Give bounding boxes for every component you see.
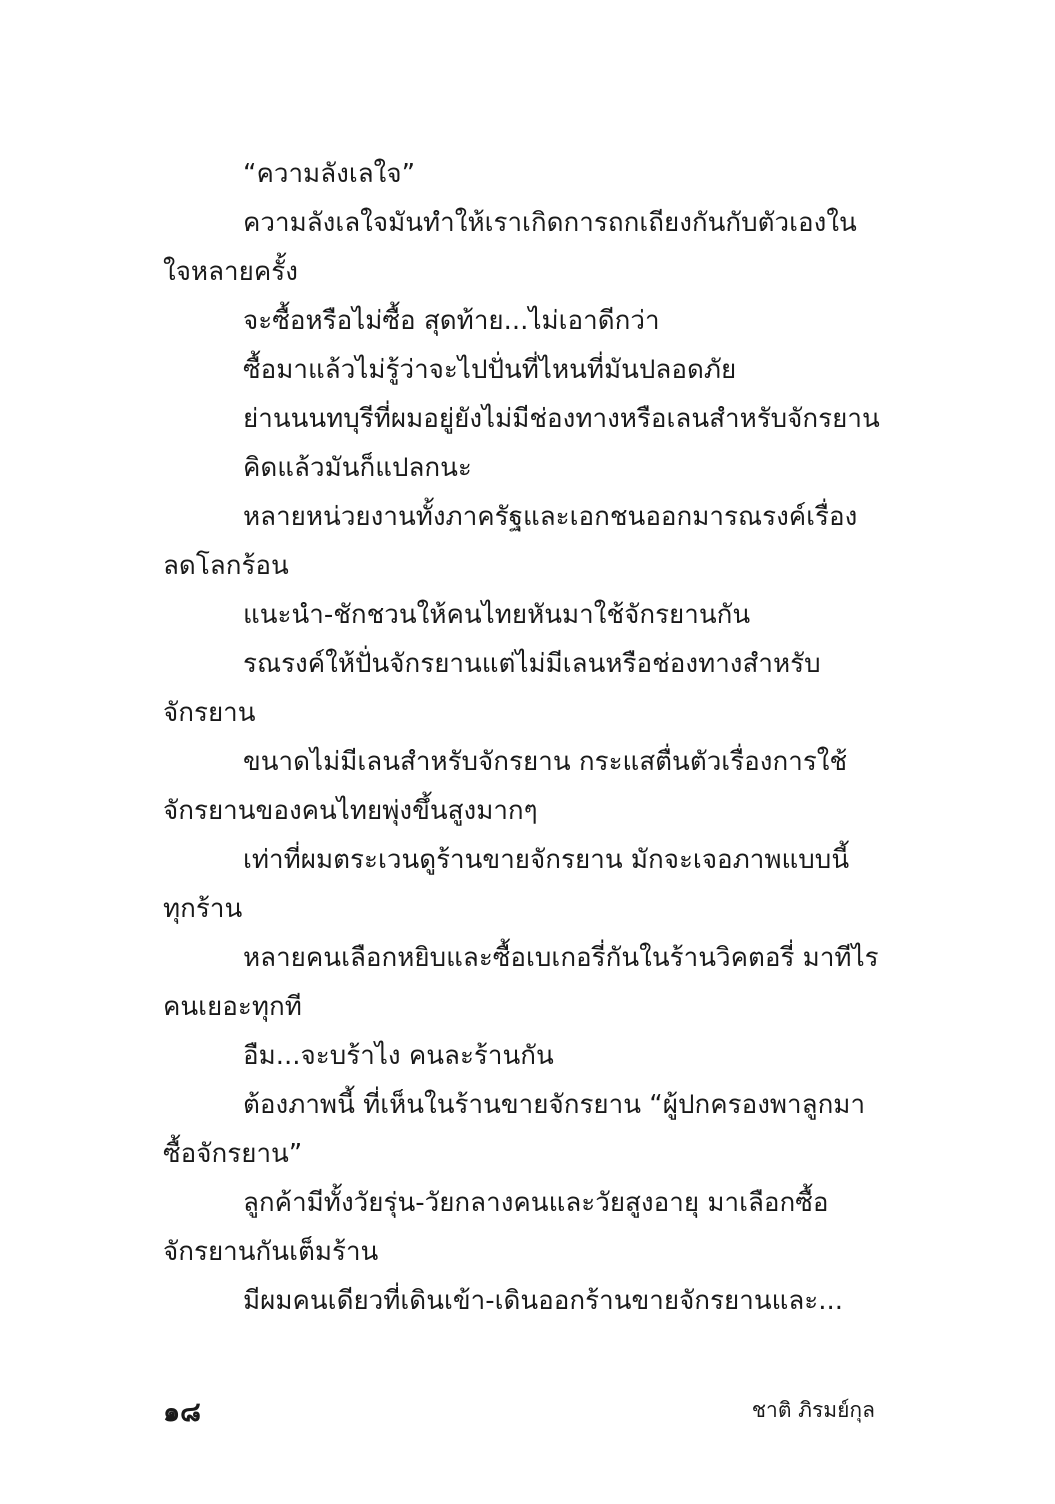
paragraph-line: ขนาดไม่มีเลนสำหรับจักรยาน กระแสตื่นตัวเรื่องการใช้ [243,747,848,777]
paragraph-line: ความลังเลใจมันทำให้เราเกิดการถกเถียงกันกับตัวเองใน [243,208,857,238]
paragraph-line: เท่าที่ผมตระเวนดูร้านขายจักรยาน มักจะเจอภาพแบบนี้ [243,845,850,875]
paragraph-line: ทุกร้าน [163,894,243,924]
page-number: ๑๘ [163,1397,201,1428]
paragraph-line: จักรยาน [163,698,256,728]
paragraph-line: คนเยอะทุกที [163,992,302,1022]
author-name: ชาติ ภิรมย์กุล [751,1398,875,1422]
paragraph-line: จะซื้อหรือไม่ซื้อ สุดท้าย...ไม่เอาดีกว่า [243,306,660,336]
paragraph-line: ซื้อจักรยาน” [163,1139,303,1169]
paragraph-line: ใจหลายครั้ง [163,257,298,287]
paragraph-line: อืม...จะบร้าไง คนละร้านกัน [243,1041,554,1071]
paragraph-line: จักรยานกันเต็มร้าน [163,1237,379,1267]
paragraph-line: ย่านนนทบุรีที่ผมอยู่ยังไม่มีช่องทางหรือเลนสำหรับจักรยาน [243,404,880,434]
paragraph-line: จักรยานของคนไทยพุ่งขึ้นสูงมากๆ [163,796,538,826]
paragraph-line: ลูกค้ามีทั้งวัยรุ่น-วัยกลางคนและวัยสูงอายุ มาเลือกซื้อ [243,1188,829,1218]
paragraph-line: แนะนำ-ชักชวนให้คนไทยหันมาใช้จักรยานกัน [243,600,751,630]
paragraph-line: “ความลังเลใจ” [243,159,416,189]
paragraph-line: หลายหน่วยงานทั้งภาครัฐและเอกชนออกมารณรงค์เรื่อง [243,502,858,532]
page-footer [163,1390,875,1430]
body-text [163,150,880,1326]
paragraph-line: รณรงค์ให้ปั่นจักรยานแต่ไม่มีเลนหรือช่องทางสำหรับ [243,649,821,679]
paragraph-line: ซื้อมาแล้วไม่รู้ว่าจะไปปั่นที่ไหนที่มันปลอดภัย [243,355,737,385]
paragraph-line: คิดแล้วมันก็แปลกนะ [243,453,472,483]
paragraph-line: ต้องภาพนี้ ที่เห็นในร้านขายจักรยาน “ผู้ปกครองพาลูกมา [243,1090,866,1120]
paragraph-line: หลายคนเลือกหยิบและซื้อเบเกอรี่กันในร้านวิคตอรี่ มาทีไร [243,943,879,973]
paragraph-line: ลดโลกร้อน [163,551,289,581]
paragraph-line: มีผมคนเดียวที่เดินเข้า-เดินออกร้านขายจักรยานและ... [243,1286,844,1316]
